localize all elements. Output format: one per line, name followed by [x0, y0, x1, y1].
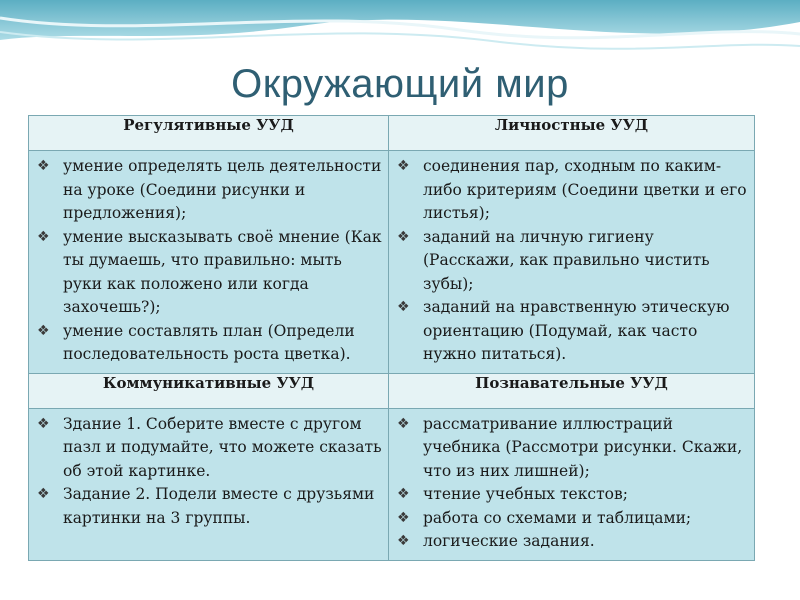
- diamond-bullet-icon: ❖: [397, 509, 410, 526]
- list-item: [33, 155, 382, 226]
- list-item: [393, 507, 748, 531]
- diamond-bullet-icon: ❖: [37, 322, 50, 339]
- cell-personal: [389, 151, 755, 374]
- list-item: [393, 226, 748, 297]
- uud-table: [28, 115, 755, 561]
- list-item: [33, 413, 382, 484]
- list-item: [393, 413, 748, 484]
- diamond-bullet-icon: ❖: [397, 415, 410, 432]
- cell-communicative: [29, 408, 389, 560]
- list-item-text: заданий на нравственную этическую ориентацию (Подумай, как часто нужно питаться).: [423, 298, 730, 363]
- list-item: [393, 530, 748, 554]
- list-item-text: умение высказывать своё мнение (Как ты думаешь, что правильно: мыть руки как положено или когда захочешь?);: [63, 227, 382, 316]
- diamond-bullet-icon: ❖: [37, 228, 50, 245]
- list-item-text: работа со схемами и таблицами;: [423, 508, 692, 527]
- header-communicative: Коммуникативные УУД: [29, 373, 389, 408]
- diamond-bullet-icon: ❖: [37, 486, 50, 502]
- diamond-bullet-icon: ❖: [397, 158, 410, 174]
- list-item: [393, 296, 748, 367]
- diamond-bullet-icon: ❖: [37, 158, 50, 174]
- list-item-text: рассматривание иллюстраций учебника (Рассмотри рисунки. Скажи, что из них лишней);: [423, 414, 743, 480]
- header-personal: Личностные УУД: [389, 116, 755, 151]
- list-item-text: Задание 2. Подели вместе с друзьями картинки на 3 группы.: [63, 485, 375, 527]
- list-item-text: Здание 1. Соберите вместе с другом пазл и подумайте, что можете сказать об этой картинке.: [63, 414, 382, 480]
- header-regulatory: Регулятивные УУД: [29, 116, 389, 151]
- list-item: [393, 155, 748, 226]
- cell-regulatory: [29, 151, 389, 374]
- list-item: [33, 483, 382, 530]
- header-cognitive: Познавательные УУД: [389, 373, 755, 408]
- diamond-bullet-icon: ❖: [397, 486, 410, 502]
- list-item: [393, 483, 748, 507]
- list-item-text: соединения пар, сходным по каким-либо критериям (Соедини цветки и его листья);: [423, 157, 747, 222]
- list-item-text: умение составлять план (Определи последовательность роста цветка).: [63, 321, 355, 363]
- list-item: [33, 226, 382, 320]
- header-wave-decoration: [0, 0, 800, 70]
- list-item: [33, 320, 382, 367]
- list-item-text: заданий на личную гигиену (Расскажи, как правильно чистить зубы);: [423, 227, 710, 293]
- list-item-text: чтение учебных текстов;: [423, 485, 628, 503]
- diamond-bullet-icon: ❖: [37, 415, 50, 432]
- diamond-bullet-icon: ❖: [397, 299, 410, 315]
- list-item-text: логические задания.: [423, 532, 595, 550]
- diamond-bullet-icon: ❖: [397, 228, 410, 245]
- list-item-text: умение определять цель деятельности на уроке (Соедини рисунки и предложения);: [63, 157, 382, 222]
- diamond-bullet-icon: ❖: [397, 533, 410, 549]
- cell-cognitive: [389, 408, 755, 560]
- slide-title: Окружающий мир: [231, 62, 569, 106]
